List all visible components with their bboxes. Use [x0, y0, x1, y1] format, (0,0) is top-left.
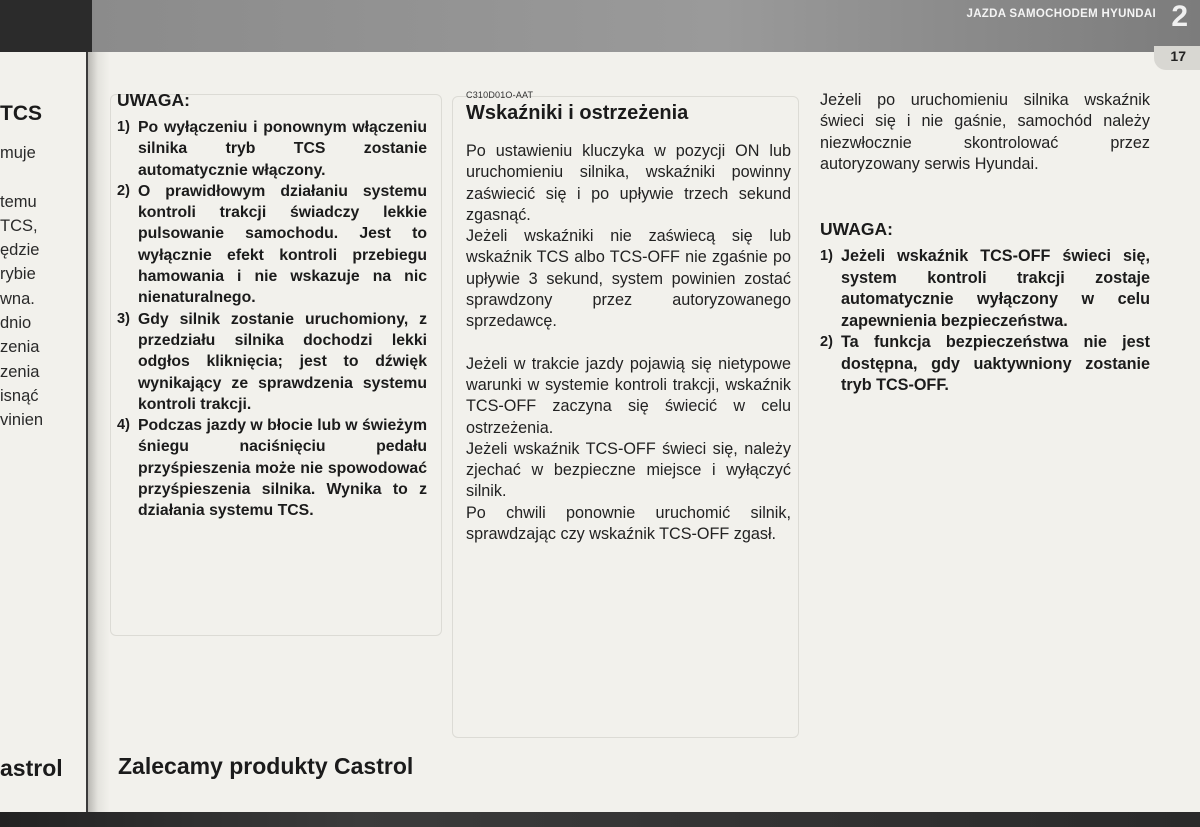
gutter-shadow: [88, 52, 110, 812]
list-item: [820, 246, 1150, 332]
paragraph: Po chwili ponownie uruchomić silnik, sprawdzając czy wskaźnik TCS-OFF zgasł.: [466, 503, 791, 544]
paragraph: Jeżeli po uruchomieniu silnika wskaźnik świeci się i nie gaśnie, samochód należy niezwłocznie skontrolować przez autoryzowany serwis Hyundai.: [820, 91, 1150, 173]
chapter-number: 2: [1171, 0, 1188, 33]
left-line: vinien: [0, 411, 44, 430]
column-indicators: [466, 90, 791, 545]
item-number: 1): [117, 119, 130, 135]
paragraph: Jeżeli wskaźniki nie zaświecą się lub wskaźnik TCS albo TCS-OFF nie zgaśnie po upływie 3 sekund, system powinien zostać sprawdzony przez autoryzowanego sprzedawcę.: [466, 227, 791, 331]
item-number: 2): [820, 334, 833, 351]
item-number: 2): [117, 182, 130, 199]
column-notes-tcs: [117, 90, 427, 522]
footer-castrol-note: Zalecamy produkty Castrol: [118, 753, 414, 779]
left-line: zenia: [0, 362, 40, 381]
list-item: [117, 415, 427, 521]
section-title: JAZDA SAMOCHODEM HYUNDAI: [966, 8, 1156, 20]
item-text: Jeżeli wskaźnik TCS-OFF świeci się, system kontroli trakcji zostaje automatycznie wyłączony w celu zapewnienia bezpieczeństwa.: [841, 247, 1150, 330]
list-item: [820, 332, 1150, 397]
left-page-text-fragments: [0, 141, 43, 433]
page-number: 17: [1170, 48, 1186, 64]
note-title: UWAGA:: [820, 219, 893, 240]
column-warning: [820, 90, 1150, 397]
note-list: [117, 117, 427, 522]
item-number: 1): [820, 248, 833, 265]
item-text: Podczas jazdy w błocie lub w świeżym śniegu naciśnięciu pedału przyśpieszenia może nie spowodować przyśpieszenia silnika. Wynika to z działania systemu TCS.: [138, 417, 427, 520]
section-code: C310D01O-AAT: [466, 90, 534, 100]
left-line: rybie: [0, 265, 36, 284]
item-text: Ta funkcja bezpieczeństwa nie jest dostępna, gdy uaktywniony zostanie tryb TCS-OFF.: [841, 333, 1150, 395]
left-page-heading-fragment: TCS: [0, 102, 42, 125]
item-number: 4): [117, 417, 130, 434]
left-line: wna.: [0, 289, 35, 308]
left-line: TCS,: [0, 216, 38, 235]
left-line: dnio: [0, 314, 32, 333]
bottom-edge: [0, 812, 1200, 827]
note-list: [820, 246, 1150, 397]
left-line: zenia: [0, 338, 40, 357]
left-line: muje: [0, 144, 36, 162]
paragraph: Jeżeli w trakcie jazdy pojawią się nietypowe warunki w systemie kontroli trakcji, wskaźnik TCS-OFF zaczyna się świecić w celu ostrzeżenia.: [466, 354, 791, 437]
item-number: 3): [117, 310, 130, 327]
item-text: Po wyłączeniu i ponownym włączeniu silnika tryb TCS zostanie automatycznie włączony.: [138, 119, 427, 179]
item-text: Gdy silnik zostanie uruchomiony, z przedziału silnika dochodzi lekki odgłos kliknięcia; jest to dźwięk wynikający ze sprawdzenia systemu kontroli trakcji.: [138, 310, 427, 413]
paragraph: Po ustawieniu kluczyka w pozycji ON lub uruchomieniu silnika, wskaźniki powinny zaświecić się i po upływie trzech sekund zgasnąć.: [466, 142, 791, 224]
left-line: ędzie: [0, 241, 40, 260]
list-item: [117, 117, 427, 181]
paragraph: Jeżeli wskaźnik TCS-OFF świeci się, należy zjechać w bezpieczne miejsce i wyłączyć silnik.: [466, 439, 791, 501]
binding-shadow: [0, 0, 92, 52]
list-item: [117, 181, 427, 309]
note-title: UWAGA:: [117, 90, 190, 110]
paragraph-gap: [466, 333, 791, 354]
list-item: [117, 309, 427, 415]
left-line: isnąć: [0, 386, 39, 405]
left-page-footer-fragment: astrol: [0, 755, 63, 781]
left-line: [0, 165, 43, 189]
item-text: O prawidłowym działaniu systemu kontroli trakcji świadczy lekkie pulsowanie samochodu. Jest to wyłącznie efekt kontroli przebiegu hamowania i nie wskazuje na nic nienaturalnego.: [138, 182, 427, 307]
section-heading: Wskaźniki i ostrzeżenia: [466, 102, 689, 124]
left-line: temu: [0, 192, 37, 211]
